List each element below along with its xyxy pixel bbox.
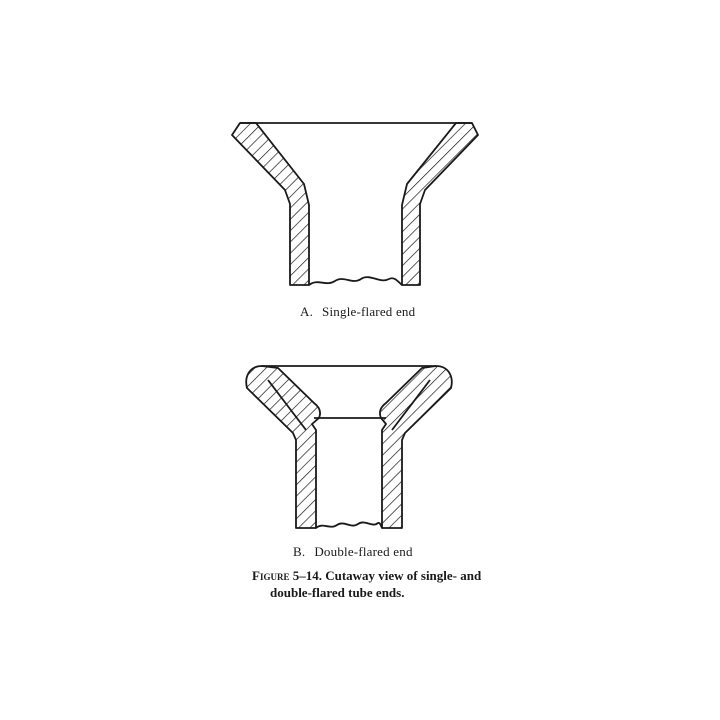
part-a-letter: A. <box>300 304 314 319</box>
figure-caption <box>252 567 492 601</box>
part-b-letter: B. <box>293 544 306 559</box>
caption-line-2: double-flared tube ends. <box>270 585 405 600</box>
double-flare-break-line <box>316 522 382 528</box>
double-flared-end-drawing <box>246 366 452 528</box>
single-flare-right-wall <box>402 123 478 285</box>
part-b-label <box>293 544 413 560</box>
double-flare-left-wall <box>246 366 320 528</box>
part-b-text: Double-flared end <box>314 544 413 559</box>
single-flare-left-wall <box>232 123 309 285</box>
caption-line-1: Cutaway view of single- and <box>325 568 482 583</box>
single-flared-end-drawing <box>232 123 478 285</box>
double-flare-right-wall <box>380 366 452 528</box>
part-a-text: Single-flared end <box>322 304 416 319</box>
part-a-label <box>300 304 415 320</box>
single-flare-break-line <box>309 277 402 285</box>
figure-number: Figure 5–14. <box>252 568 322 583</box>
